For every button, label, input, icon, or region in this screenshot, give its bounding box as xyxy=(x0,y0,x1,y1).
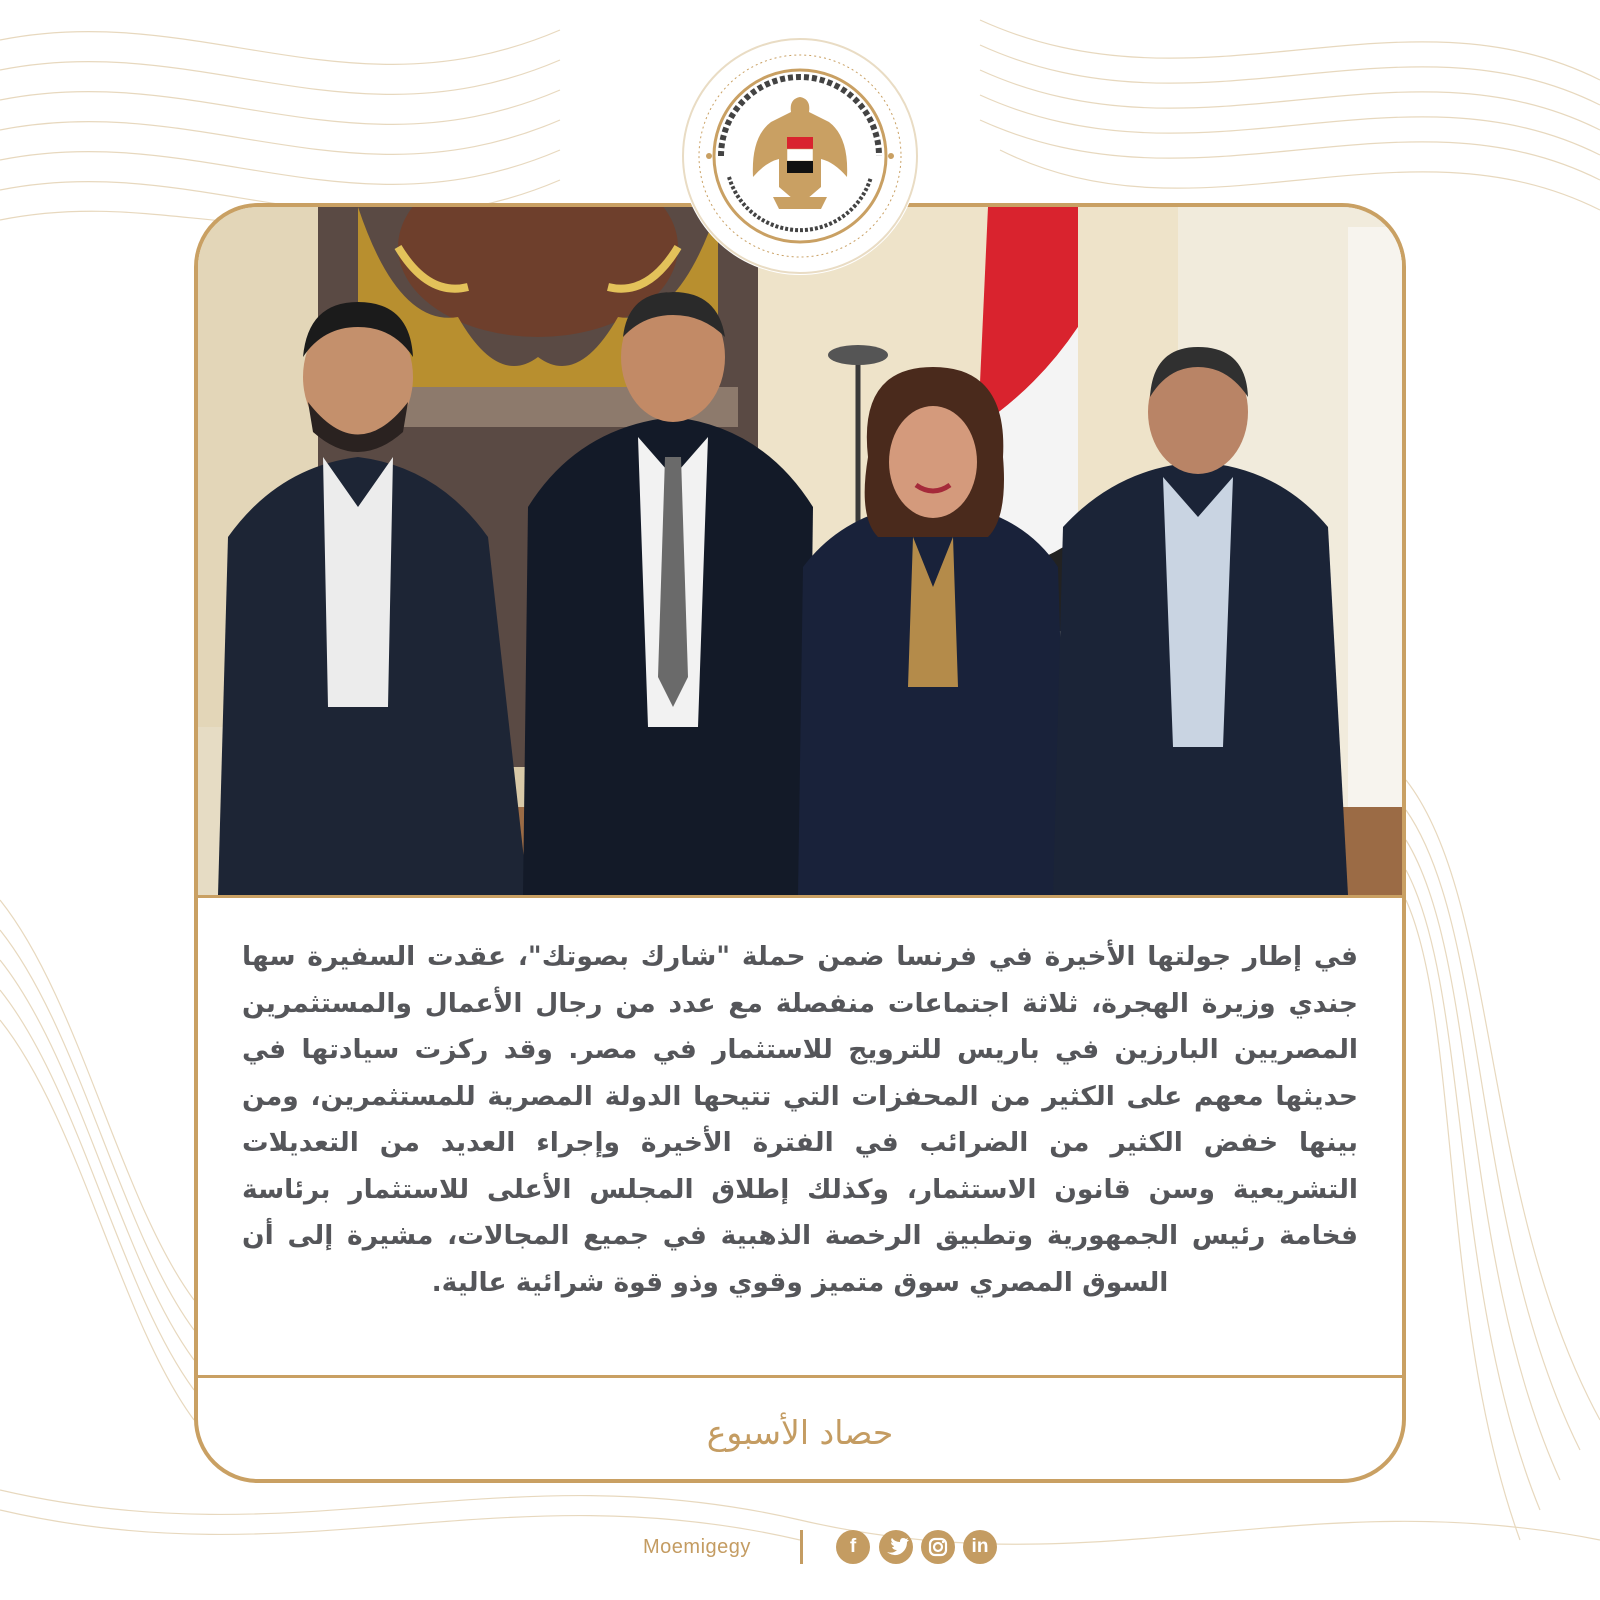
social-bar xyxy=(0,1528,1600,1572)
photo-divider xyxy=(198,895,1402,898)
footer-divider xyxy=(198,1375,1402,1378)
group-photo xyxy=(198,207,1402,895)
instagram-icon[interactable] xyxy=(921,1530,955,1564)
linkedin-icon[interactable]: in xyxy=(963,1530,997,1564)
social-separator xyxy=(800,1530,803,1564)
news-card xyxy=(194,203,1406,1483)
footer-title: حصاد الأسبوع xyxy=(706,1413,894,1452)
article-body: في إطار جولتها الأخيرة في فرنسا ضمن حملة "شارك بصوتك"، عقدت السفيرة سها جندي وزيرة الهجرة، ثلاثة اجتماعات منفصلة مع عدد من رجال الأعمال والمستثمرين المصريين البارزين في باريس للترويج للاستثمار في مصر. وقد ركزت سيادتها في حديثها معهم على الكثير من المحفزات التي تتيحها الدولة المصرية للمستثمرين، ومن بينها خفض الكثير من الضرائب في الفترة الأخيرة وإجراء العديد من التعديلات التشريعية وسن قانون الاستثمار، وكذلك إطلاق المجلس الأعلى للاستثمار برئاسة فخامة رئيس الجمهورية وتطبيق الرخصة الذهبية في جميع المجالات، مشيرة إلى أن السوق المصري سوق متميز وقوي وذو قوة شرائية عالية. xyxy=(242,941,1358,1298)
social-handle[interactable]: Moemigegy xyxy=(643,1536,751,1558)
ministry-logo xyxy=(681,37,919,275)
facebook-icon[interactable]: f xyxy=(836,1530,870,1564)
twitter-icon[interactable] xyxy=(879,1530,913,1564)
